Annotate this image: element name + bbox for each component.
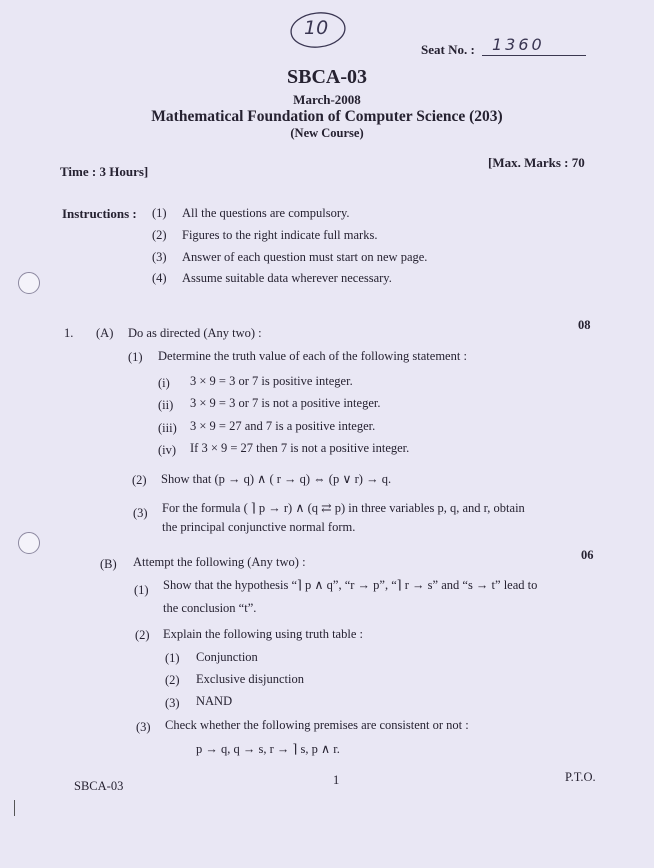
part-a-text: Do as directed (Any two) :	[128, 326, 262, 340]
part-a-marks: 08	[578, 318, 591, 332]
footer-page-number: 1	[333, 773, 340, 787]
part-b-marks: 06	[581, 548, 594, 562]
premise-formula: p → q, q → s, r → ⌉ s, p ∧ r.	[196, 742, 340, 756]
sub-question-num: (1)	[128, 350, 143, 364]
punch-hole	[18, 532, 40, 554]
instruction-text: Assume suitable data wherever necessary.	[182, 271, 392, 285]
page-number-text: 10	[304, 17, 329, 39]
handwritten-page-number	[289, 10, 347, 50]
sub-question-text: For the formula ( ⌉ p → r) ∧ (q ⇄ p) in three variables p, q, and r, obtain	[162, 501, 525, 515]
instruction-text: Answer of each question must start on new page.	[182, 250, 428, 264]
item-text: 3 × 9 = 3 or 7 is positive integer.	[190, 374, 353, 388]
sub-question-num: (1)	[134, 583, 149, 597]
item-text: 3 × 9 = 27 and 7 is a positive integer.	[190, 419, 376, 433]
instructions-label: Instructions :	[62, 206, 137, 221]
subject-title: Mathematical Foundation of Computer Science (203)	[151, 108, 503, 125]
item-num: (1)	[165, 651, 180, 665]
seat-no-underline	[482, 55, 586, 56]
instruction-num: (3)	[152, 250, 167, 264]
punch-hole	[18, 272, 40, 294]
item-text: If 3 × 9 = 27 then 7 is not a positive integer.	[190, 441, 410, 455]
course-type: (New Course)	[290, 126, 364, 140]
instruction-text: All the questions are compulsory.	[182, 206, 350, 220]
item-num: (i)	[158, 376, 170, 390]
part-a-label: (A)	[96, 326, 114, 340]
sub-question-text: Show that (p → q) ∧ ( r → q) ⇔ (p ∨ r) → q.	[161, 472, 392, 486]
item-text: 3 × 9 = 3 or 7 is not a positive integer.	[190, 396, 381, 410]
question-number: 1.	[64, 326, 74, 340]
paper-code: SBCA-03	[286, 66, 367, 88]
sub-question-text: Explain the following using truth table :	[163, 627, 363, 641]
sub-question-text: Check whether the following premises are consistent or not :	[165, 718, 469, 732]
instruction-num: (4)	[152, 271, 167, 285]
item-text: NAND	[196, 694, 233, 708]
sub-question-num: (2)	[135, 628, 150, 642]
sub-question-num: (3)	[136, 720, 151, 734]
part-b-label: (B)	[100, 557, 117, 571]
margin-mark	[14, 800, 15, 816]
item-text: Exclusive disjunction	[196, 672, 304, 686]
footer-code: SBCA-03	[74, 779, 124, 793]
seat-no-value: 1360	[492, 35, 545, 54]
time-allowed: Time : 3 Hours]	[60, 164, 149, 179]
sub-question-num: (3)	[133, 506, 148, 520]
sub-question-text: Show that the hypothesis “⌉ p ∧ q”, “r → p”, “⌉ r → s” and “s → t” lead to	[163, 578, 538, 592]
part-b-text: Attempt the following (Any two) :	[133, 555, 306, 569]
footer-pto: P.T.O.	[565, 770, 596, 784]
instruction-text: Figures to the right indicate full marks.	[182, 228, 378, 242]
sub-question-text: the conclusion “t”.	[163, 601, 257, 615]
instruction-num: (2)	[152, 228, 167, 242]
sub-question-text: Determine the truth value of each of the following statement :	[158, 349, 467, 363]
item-num: (ii)	[158, 398, 174, 412]
exam-date: March-2008	[293, 92, 361, 107]
item-num: (2)	[165, 673, 180, 687]
sub-question-text: the principal conjunctive normal form.	[162, 520, 356, 534]
seat-no-label: Seat No. :	[421, 42, 475, 57]
item-num: (3)	[165, 696, 180, 710]
item-num: (iv)	[158, 443, 177, 457]
item-text: Conjunction	[196, 650, 258, 664]
item-num: (iii)	[158, 421, 177, 435]
instruction-num: (1)	[152, 206, 167, 220]
sub-question-num: (2)	[132, 473, 147, 487]
max-marks: [Max. Marks : 70	[488, 155, 585, 170]
